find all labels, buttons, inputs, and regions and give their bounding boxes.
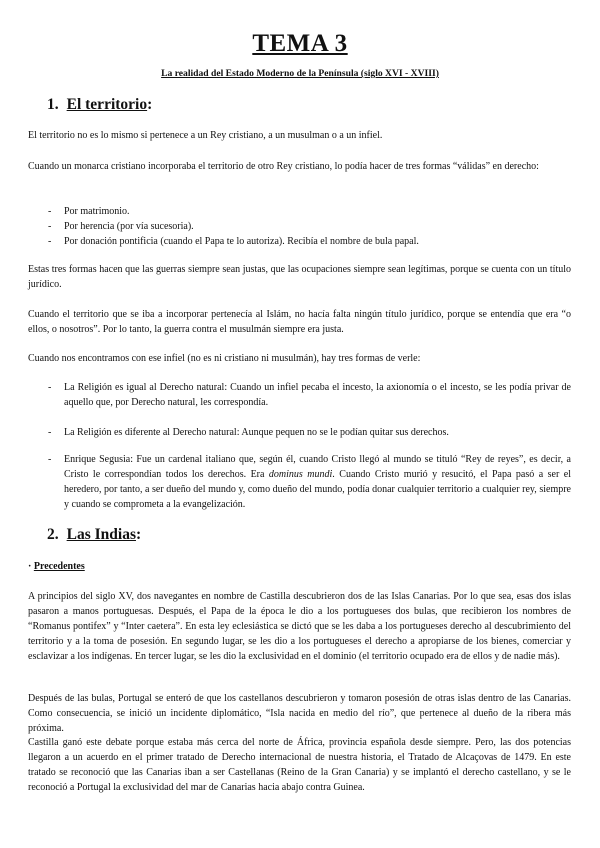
subsection-bullet: · xyxy=(28,561,34,572)
latin-term: dominus mundi xyxy=(268,469,333,480)
section-title: Las Indias xyxy=(66,526,136,543)
paragraph: Castilla ganó este debate porque estaba más cerca del norte de África, provincia española desde siempre. Pero, las dos potencias llegaron a un acuerdo en el primer tratado de Derecho internacional de nuestra historia, el Tratado de Alcaçovas de 1479. En este tratado se reconoció que las Canarias iban a ser Castellanas (Reino de la Gran Canaria) y se implantó el derecho castellano, y se le reconoció a Portugal la exclusividad del mar de Canarias hacia abajo contra Guinea. xyxy=(28,737,571,793)
section-heading-territorio xyxy=(47,96,152,114)
list-item-text: Por matrimonio. xyxy=(64,206,130,217)
subsection-heading xyxy=(28,561,85,572)
section-colon: : xyxy=(135,526,142,543)
list-dash: - xyxy=(48,454,52,465)
paragraph: Cuando el territorio que se iba a incorporar pertenecía al Islám, no hacía falta ningún título jurídico, porque se entendía que era “o ellos, o nosotros”. Por lo tanto, la guerra contra el musulmán siempre era justa. xyxy=(28,309,571,335)
paragraph: Cuando nos encontramos con ese infiel (no es ni cristiano ni musulmán), hay tres formas de verle: xyxy=(28,353,421,364)
paragraph: Cuando un monarca cristiano incorporaba el territorio de otro Rey cristiano, lo podía hacer de tres formas “válidas” en derecho: xyxy=(28,161,539,172)
paragraph: Después de las bulas, Portugal se enteró de que los castellanos descubrieron y tomaron posesión de otras islas dentro de las Canarias. Como consecuencia, se inició un incidente diplomático, “Isla nacida en medio del río”, que pertenece al dueño de la ribera más próxima. xyxy=(28,693,571,734)
list-dash: - xyxy=(48,382,52,393)
list-dash: - xyxy=(48,221,52,232)
section-heading-indias xyxy=(47,526,141,544)
list-dash: - xyxy=(48,427,52,438)
list-item-text: La Religión es diferente al Derecho natural: Aunque pequen no se le podían quitar sus derechos. xyxy=(64,427,449,438)
paragraph: El territorio no es lo mismo si pertenece a un Rey cristiano, a un musulman o a un infiel. xyxy=(28,130,383,141)
document-title: TEMA 3 xyxy=(252,30,348,57)
list-item-text: La Religión es igual al Derecho natural: Cuando un infiel pecaba el incesto, la axionomía o el incesto, se les podía privar de aquello que, por Derecho natural, les correspondía. xyxy=(64,382,571,408)
section-number: 1. xyxy=(47,96,59,113)
list-item-text-part: . Cuando Cristo murió y resucitó, el Papa pasó a ser el heredero, por tanto, a ser dueño del mundo y, como dueño del mundo, podía donar cualquier territorio a cualquier rey, siempre y cuando se comprometa a la evangelización. xyxy=(64,469,571,510)
section-number: 2. xyxy=(47,526,59,543)
list-dash: - xyxy=(48,236,52,247)
list-item-text: Por donación pontificia (cuando el Papa te lo autoriza). Recibía el nombre de bula papal. xyxy=(64,236,419,247)
paragraph: A principios del siglo XV, dos navegantes en nombre de Castilla descubrieron dos de las Islas Canarias. Por lo que sea, esas dos islas pasaron a manos portuguesas. Después, el Papa de la época le dio a los portugueses dos bulas, que recibieron los nombres de “Romanus pontifex” y “Inter caetera”. En esta ley eclesiástica se dictó que se les daba a los portugueses derecho al descubrimiento del territorio y a la toma de posesión. En segundo lugar, se les dio a los portugueses el derecho a apropiarse de los bienes, comerciar y esclavizar a los indígenas. En tercer lugar, se les dio la exclusividad en el dominio (el territorio ocupado era de ellos y de nadie más). xyxy=(28,591,571,662)
document-subtitle: La realidad del Estado Moderno de la Península (siglo XVI - XVIII) xyxy=(161,68,439,79)
subsection-title: Precedentes xyxy=(33,561,85,572)
section-colon: : xyxy=(147,96,153,113)
list-dash: - xyxy=(48,206,52,217)
paragraph: Estas tres formas hacen que las guerras siempre sean justas, que las ocupaciones siempre sean legítimas, porque se cuenta con un título jurídico. xyxy=(28,264,571,290)
section-title: El territorio xyxy=(66,96,148,113)
list-item-text xyxy=(64,452,571,512)
list-item-text-part: Enrique Segusia: Fue un cardenal italiano que, según él, cuando Cristo llegó al mundo se tituló “Rey de reyes”, es decir, a Cristo le correspondían todos los derechos. Era xyxy=(64,454,571,480)
list-item-text: Por herencia (por vía sucesoria). xyxy=(64,221,194,232)
